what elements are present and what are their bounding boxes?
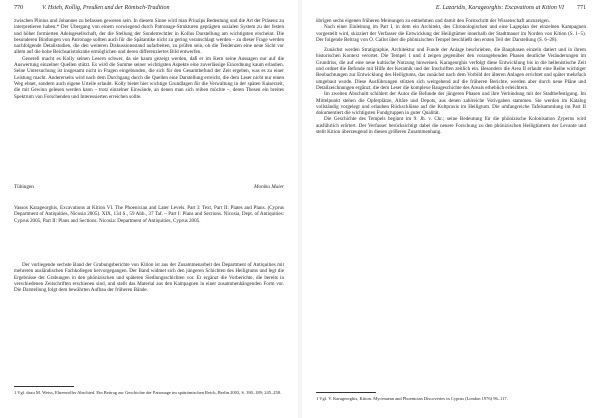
review-paragraph: Nach einer Einleitung im Part I, in dem ein Architekt, des Chronologischen und eine Lageplan der einzelnen Kampagnen vorgestellt wird, skizziert der Verfasser die Entwicklung der Heiligtümer innerhalb der Stadtmauer im Norden von Kition (S. 1–5). Der folgende Beitrag von O. Callot über die phönizischen Tempel beschließt den ersten Teil der Darstellung (S. 6–28).: [316, 24, 586, 43]
right-page: [302, 0, 600, 418]
biblio-entry: Vassos Karageorghis, Excavations at Kition VI. The Phoenician and Later Levels. Part I: Text, Part II: Plates and Plans. (Cyprus Department of Antiquities, Nicosia 2005). XIX, 134 S., 59 Abb., 37 Taf. – Part I: Plans and Sections. Nicosia, Dept. of Antiquities: Cyprus 2005, Part II: Plans and Sections. Nicosia: Department of Antiquities, Cyprus 2005.: [14, 205, 284, 224]
running-head: V. Hsieh, Kollig, Preußen und der Römisch-Tradition: [42, 5, 170, 11]
footnote: 1 Vgl. dazu M. Weiss, Ehrenvoller Abschied. Ein Beitrag zur Geschichte der Patronage im spätrömischen Reich, Berlin 2003, S. 180–189; 245–258.: [14, 390, 282, 395]
bibliographic-entry: [14, 200, 284, 229]
review2-text: [14, 262, 284, 293]
review-text: [14, 18, 284, 100]
footnote-rule: [316, 392, 376, 393]
page-number: 771: [577, 5, 586, 11]
review-paragraph: Der vorliegende sechste Band der Grabungsberichte von Kition ist aus der Zusammenarbeit des Department of Antiquities mit mehreren ausländischen Fachkollegen hervorgegangen. Der Band widmet sich den jüngeren Schichten des Heiligtums und legt die Ergebnisse der Grabungen in den phönizischen und späteren Siedlungsschichten vor. Er ergänzt die Vorberichte, die bereits in verschiedenen Zeitschriften erschienen sind, und stellt das Material aus den Kampagnen in einer zusammenhängenden Form vor. Die Darstellung folgt dem bewährten Aufbau der früheren Bände.: [14, 262, 284, 294]
signature-name: Monika Maier: [254, 184, 284, 190]
right-page-header: [316, 4, 586, 13]
review-paragraph: Im zweiten Abschnitt schildert der Autor die Befunde der jüngeren Phasen und ihre Verbindung mit der Stadtbefestigung. Im Mittelpunkt stehen die Opferplätze, Altäre und Depots, aus denen zahlreiche Votivgaben stammen. Sie werden im Katalog vollständig vorgelegt und erlauben Rückschlüsse auf die Kultpraxis im Heiligtum. Die umfangreiche Tafelsammlung im Part II dokumentiert die wichtigsten Fundgruppen in guter Qualität.: [316, 91, 586, 117]
footnote-rule: [14, 386, 74, 387]
left-page: [0, 0, 298, 418]
review-paragraph: Die Geschichte des Tempels beginnt im 9. Jh. v. Chr.; seine Bedeutung für die phönizische Kolonisation Zyperns wird ausführlich erörtert. Der Verfasser berücksichtigt dabei die neuere Forschung zu den phönizischen Heiligtümern der Levante und stellt Kition überzeugend in diesen größeren Zusammenhang.: [316, 116, 586, 136]
review-paragraph: zwischen Plinius und Johannes zu befassen gewesen sein. In diesem Sinne wird man Prinzips Bedeutung und die Art der Präsenz zu interpretieren haben.* Der Übergang von einem vorwiegend durch Patronage-Strukturen geprägten sozialen System zu der festen und höher formierten Adelsgesellschaft, der die Stellung der Sonderrechtler in Kollus Darstellung am wichtigsten erscheint. Die besonderen Bindungen von Patronage sollten auch für die Spätantike nicht zu gering veranschlagt werden – zu dieser Frage werden nachfolgende Detailstudien, die den weiteren Diskussionsstand aufarbeiten, zu prüfen sein, ob die Tendenzen eine neue Sicht vor allem auf die hohe Reichsaristokratie ermöglichen und deren differenziertes Bild entwerfen.: [14, 18, 284, 56]
footnote: 1 Vgl. V. Karageorghis, Kition. Mycenaean and Phoenician Discoveries in Cyprus (London 1976) 96–117.: [316, 396, 508, 401]
review-paragraph: übrigen sechs eigenen früheren Meinungen zu entnehmen und damit den Forstschritt der Wissenschaft anzuzeigen.: [316, 18, 550, 24]
running-head: E. Lazaridis, Karageorghis: Excavations at Kition VI: [435, 5, 564, 11]
left-page-header: [14, 4, 284, 13]
signature-place: Tübingen: [14, 184, 34, 190]
review-text: [316, 18, 586, 135]
review-paragraph: Zunächst werden Stratigraphie, Architektur und Funde der Anlage beschrieben, die Bauphasen einzeln datiert und in ihrem historischen Kontext verortet. Die Tempel 1 und 4 zeigen gegenüber den vorangehenden Phasen deutliche Veränderungen im Grundriss, die auf eine neue kultische Nutzung hinweisen. Karageorghis verfolgt diese Entwicklung bis in die hellenistische Zeit und ordnet die Befunde mit Hilfe der Keramik und der Inschriften zeitlich ein. Besonders die Area II erlaubt eine Reihe wichtiger Beobachtungen zur Entwicklung des Heiligtums, das zunächst nach dem Vorbild der älteren Anlagen errichtet und später mehrfach umgebaut wurde. Diese Ausführungen stützen sich weitgehend auf die früheren Berichte, werden aber durch neue Pläne und Detailzeichnungen ergänzt, die dem Leser die komplexe Baugeschichte des Areals erheblich erleichtern.: [316, 47, 586, 91]
review-paragraph: Generell macht es Kolly seinen Lesern schwer, da sie kaum gezeigt werden, daß er im Kern seine Aussagen nur auf die Auswertung einzelner Quellen stützt. Es wird die Summe seiner wichtigsten Aspekte eine zuverlässige Einordnung kaum erlauben. Seine Untersuchung ist insgesamt nicht in Fragen eingebunden, die sich für den Gesamtbefund der Zeit ergeben, was es zu einer Leistung macht. Andererseits wird nach dem Durchgang durch die Quellen eine Darstellung erreicht, die dem Leser nicht nur einen Weg ebnet, sondern auch eigene Urteile erlaubt. Kolly bietet hier wichtige Grundlagen für die Verwaltung in der späten Kaiserzeit, die mit Gewinn gelesen werden kann – trotz einzelner Einwände, an denen man sich reiben möchte –, deren Thesen ein breites Spektrum von Forschenden und Interessierten erreichen sollte.: [14, 55, 284, 100]
page-number: 770: [14, 5, 23, 11]
